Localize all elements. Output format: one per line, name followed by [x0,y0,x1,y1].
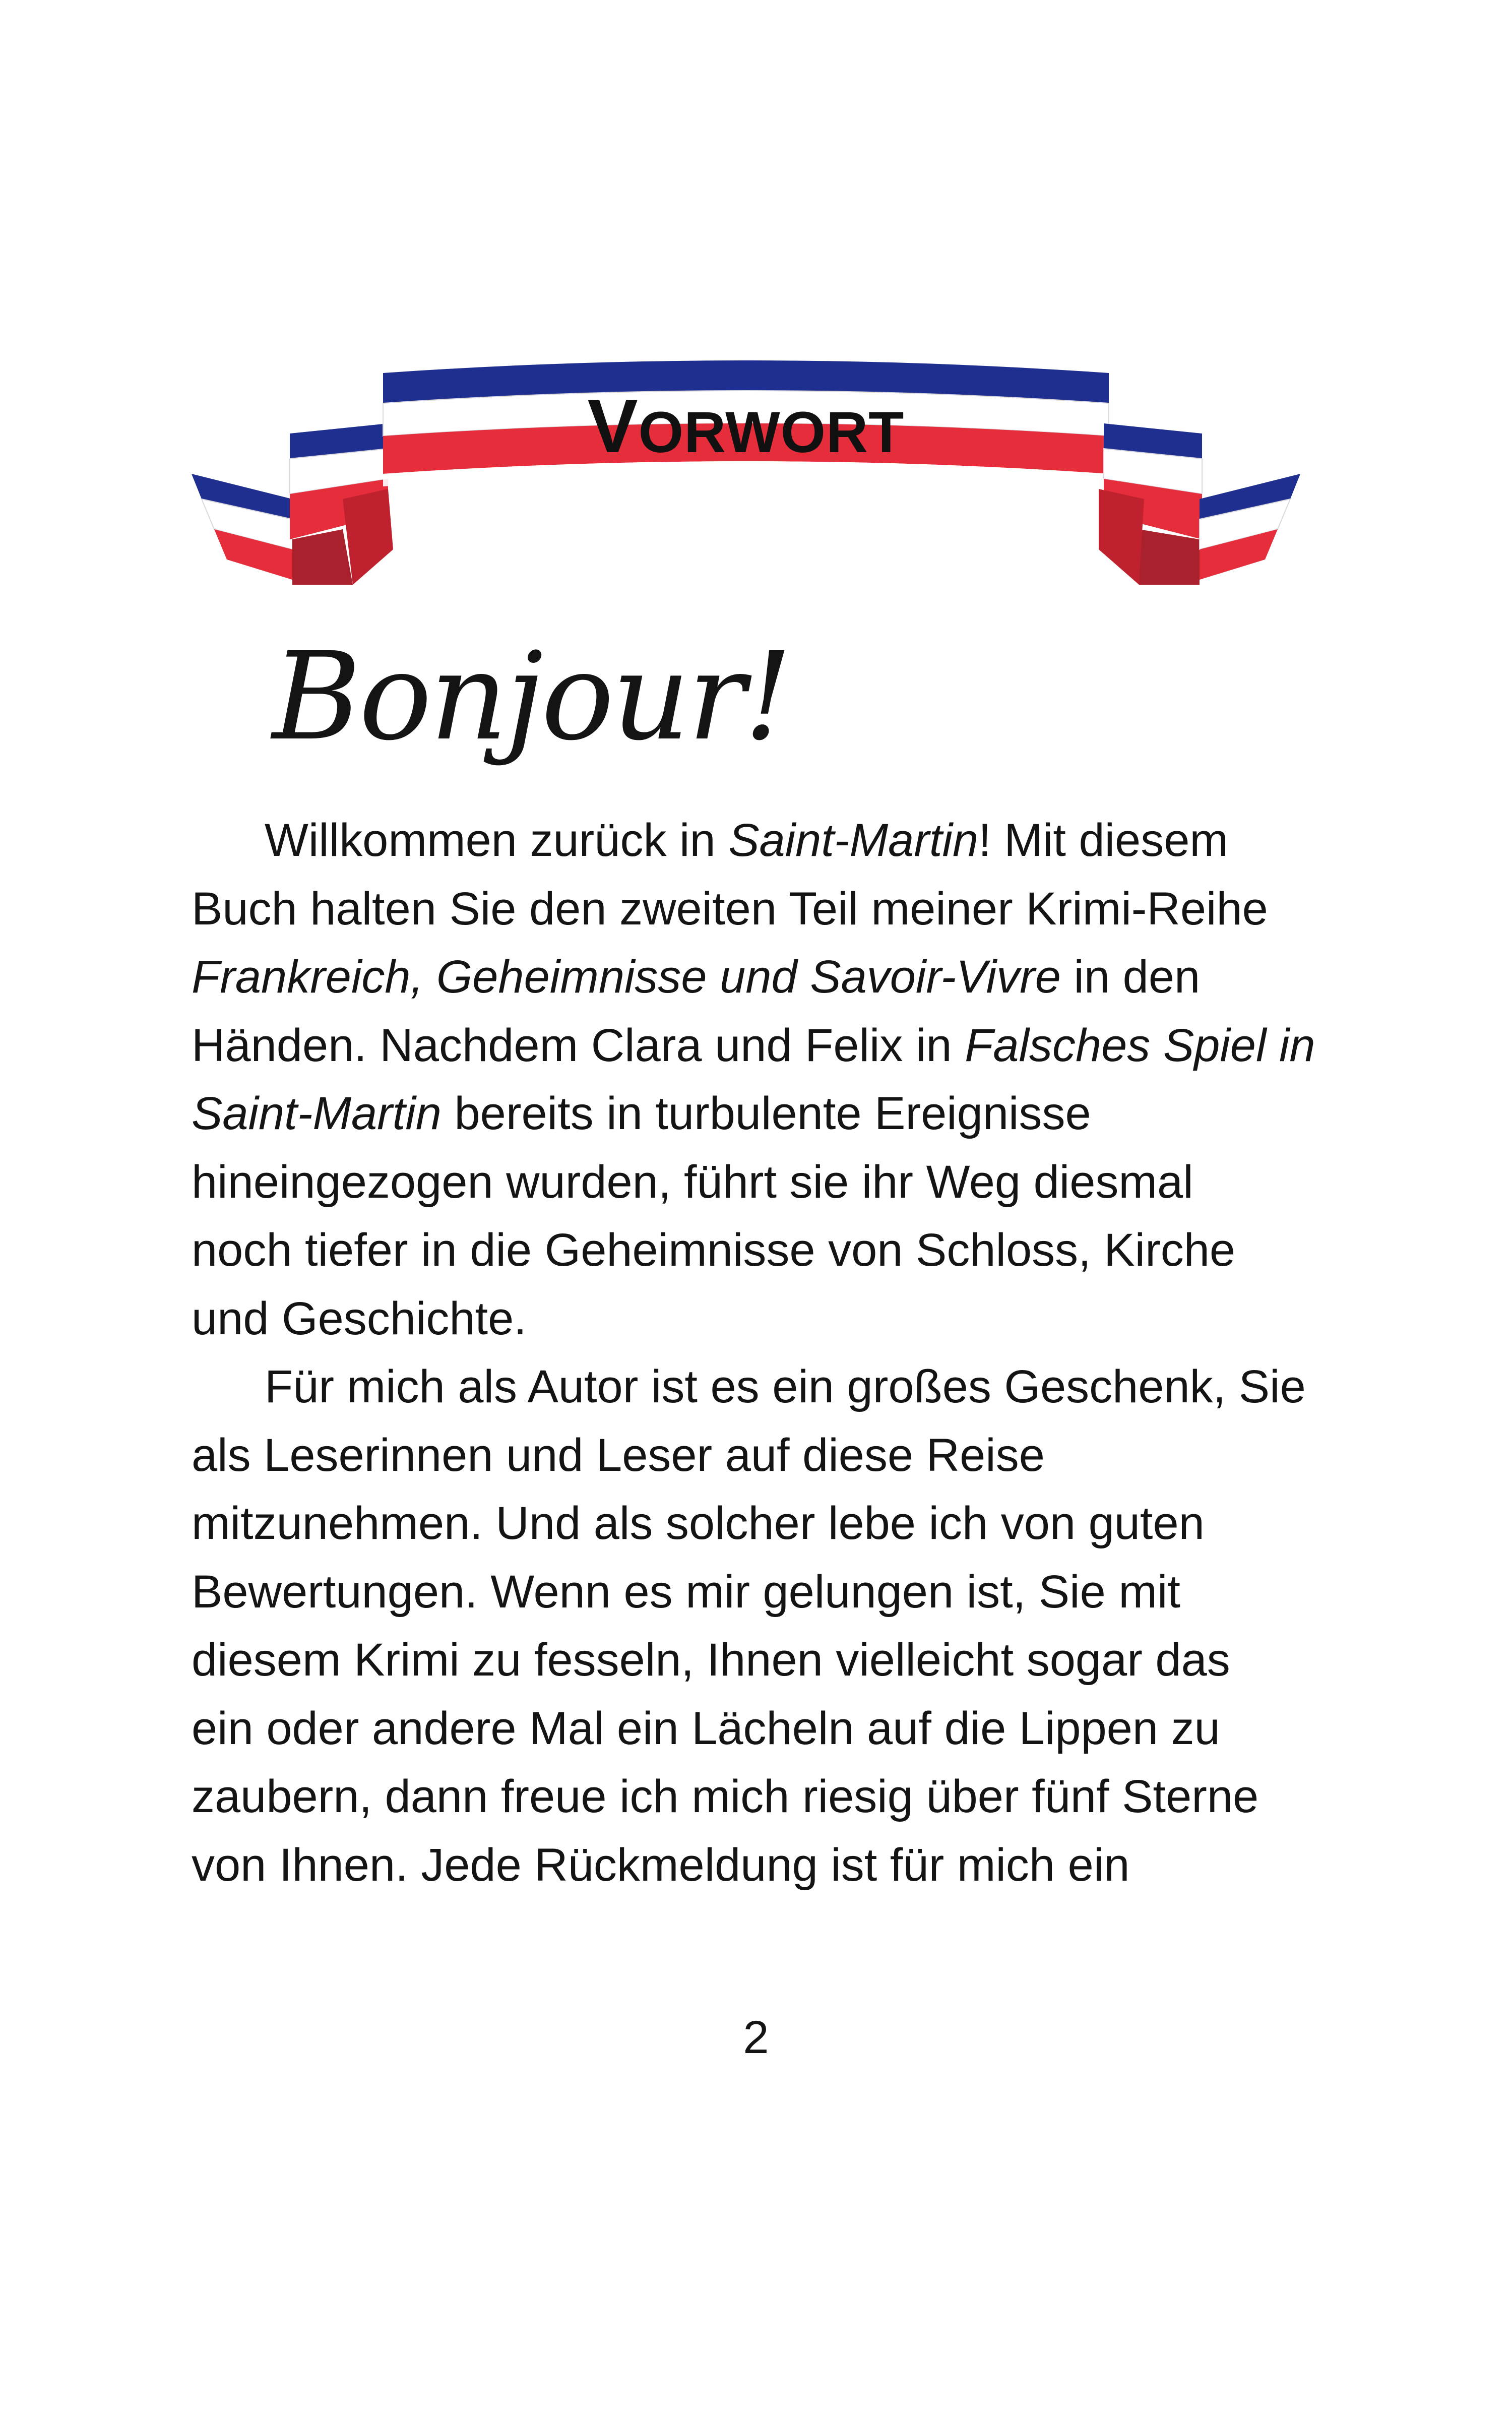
text-line: diesem Krimi zu fesseln, Ihnen vielleicht sogar das [192,1634,1230,1686]
italic-series-title: Frankreich, Geheimnisse und Savoir-Vivre [192,951,1061,1003]
text-line: Für mich als Autor ist es ein großes Geschenk, Sie [265,1361,1306,1412]
text-line: als Leserinnen und Leser auf diese Reise [192,1429,1045,1481]
chapter-title [192,384,1300,468]
italic-book-title: Falsches Spiel in [965,1019,1315,1071]
tricolor-ribbon-banner [192,348,1300,610]
italic-place-name: Saint-Martin [728,815,979,866]
text-line [192,807,1331,875]
text-fragment: in den [1060,951,1201,1003]
text-line [192,1080,1331,1148]
text-line [192,1012,1331,1080]
text-line: und Geschichte. [192,1292,527,1344]
ribbon-right-tail [1200,474,1300,580]
text-fragment: Willkommen zurück in [265,815,729,866]
text-line: Bewertungen. Wenn es mir gelungen ist, Sie mit [192,1566,1180,1618]
chapter-title-initial: V [587,384,639,468]
italic-book-title: Saint-Martin [192,1088,442,1139]
body-text [192,807,1331,1899]
text-line: noch tiefer in die Geheimnisse von Schloss, Kirche [192,1224,1236,1276]
text-line: von Ihnen. Jede Rückmeldung ist für mich ein [192,1839,1130,1891]
text-line: hineingezogen wurden, führt sie ihr Weg diesmal [192,1156,1193,1208]
text-line: mitzunehmen. Und als solcher lebe ich von guten [192,1498,1205,1549]
text-fragment: Händen. Nachdem Clara und Felix in [192,1019,965,1071]
greeting-script: Bonjour! [272,626,791,767]
text-line: zaubern, dann freue ich mich riesig über fünf Sterne [192,1771,1259,1822]
text-line [192,943,1331,1012]
tricolor-ribbon-graphic [192,348,1300,610]
text-fragment: bereits in turbulente Ereignisse [441,1088,1091,1139]
chapter-title-rest: ORWORT [638,400,905,465]
ribbon-left-tail [192,474,292,580]
text-fragment: ! Mit diesem [978,815,1229,866]
text-line: Buch halten Sie den zweiten Teil meiner Krimi-Reihe [192,883,1268,935]
text-line: ein oder andere Mal ein Lächeln auf die Lippen zu [192,1702,1220,1754]
page-number: 2 [743,2012,769,2063]
